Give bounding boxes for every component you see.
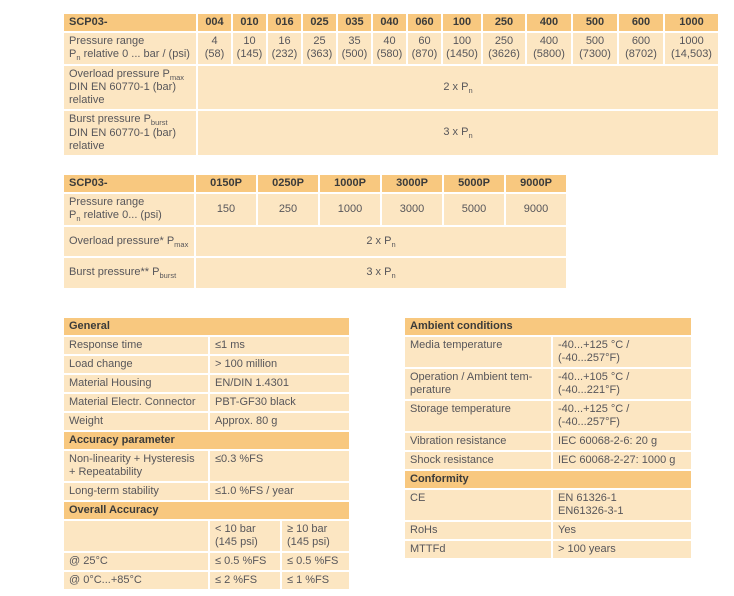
pressure-value-cell: 9000 [506,194,566,225]
column-header-400: 400 [527,14,571,31]
spec-label: Material Electr. Connector [64,394,208,411]
spec-value: -40...+105 °C / (-40...221°F) [553,369,691,399]
spec-row [405,452,691,469]
spec-row [405,337,691,367]
pressure-range-label-line2: $P_n$ relative 0 ... bar / (psi) [69,48,190,63]
column-header-016: 016 [268,14,301,31]
column-header-060: 060 [408,14,441,31]
column-header-1000: 1000 [665,14,718,31]
bar-range-table [62,12,720,157]
spec-row [405,490,691,520]
column-header-1000P: 1000P [320,175,380,192]
pressure-range-row [64,33,718,64]
section-header-overall-accuracy: Overall Accuracy [64,502,349,519]
spec-value: ≤1 ms [210,337,349,354]
pressure-value-cell: 1000 (14,503) [665,33,718,64]
section-header-ambient-conditions: Ambient conditions [405,318,691,335]
spec-label: Shock resistance [405,452,551,469]
spec-row [64,553,349,570]
pressure-value-cell: 5000 [444,194,504,225]
pressure-value-cell: 25 (363) [303,33,336,64]
column-header-0250P: 0250P [258,175,318,192]
spec-label: Material Housing [64,375,208,392]
column-header-600: 600 [619,14,663,31]
spec-label: @ 0°C...+85°C [64,572,208,589]
spec-row [405,369,691,399]
pressure-range-label-line1: Pressure range [69,35,145,47]
spec-value: EN 61326-1 EN61326-3-1 [553,490,691,520]
pressure-value-cell: 40 (580) [373,33,406,64]
spec-row [405,541,691,558]
spec-label: Storage temperature [405,401,551,431]
ambient-conformity-table [403,316,693,560]
psi-range-table [62,173,568,290]
column-header-100: 100 [443,14,481,31]
overload-pressure-label: Overload pressure* $P_{max}$ [64,227,194,257]
pressure-range-label [64,33,196,64]
column-header-035: 035 [338,14,371,31]
column-header-3000P: 3000P [382,175,442,192]
spec-row [64,413,349,430]
section-header-general: General [64,318,349,335]
spec-row [405,433,691,450]
spec-row [405,522,691,539]
spec-value: ≤0.3 %FS [210,451,349,481]
pressure-value-cell: 250 [258,194,318,225]
pressure-value-cell: 60 (870) [408,33,441,64]
overload-pressure-row [64,66,718,110]
burst-pressure-row [64,111,718,155]
spec-row [64,572,349,589]
spec-label: MTTFd [405,541,551,558]
spec-value: Yes [553,522,691,539]
column-header-040: 040 [373,14,406,31]
burst-pressure-row [64,258,566,288]
bar-table-header-row [64,14,718,31]
spec-value: IEC 60068-2-27: 1000 g [553,452,691,469]
spec-value: ≤ 0.5 %FS [210,553,280,570]
section-header-conformity: Conformity [405,471,691,488]
psi-table-title: SCP03- [64,175,194,192]
overload-pressure-label: Overload pressure $P_{max}$ DIN EN 60770-1 (bar) relative [64,66,196,110]
bar-table-title: SCP03- [64,14,196,31]
pressure-value-cell: 10 (145) [233,33,266,64]
overall-accuracy-subheader-row [64,521,349,551]
spec-label: Operation / Ambient tem- perature [405,369,551,399]
column-header-004: 004 [198,14,231,31]
spec-row [64,356,349,373]
pressure-value-cell: 250 (3626) [483,33,525,64]
pressure-value-cell: 4 (58) [198,33,231,64]
column-header-500: 500 [573,14,617,31]
overall-col-header-lt10bar: < 10 bar (145 psi) [210,521,280,551]
empty-cell [64,521,208,551]
pressure-value-cell: 35 (500) [338,33,371,64]
spec-label: Load change [64,356,208,373]
spec-row [64,483,349,500]
column-header-5000P: 5000P [444,175,504,192]
spec-label: Vibration resistance [405,433,551,450]
spec-value: IEC 60068-2-6: 20 g [553,433,691,450]
spec-label: @ 25°C [64,553,208,570]
burst-pressure-value: 3 x $P_n$ [198,111,718,155]
spec-label: Media temperature [405,337,551,367]
spec-value: ≤ 1 %FS [282,572,349,589]
spec-value: ≤1.0 %FS / year [210,483,349,500]
spec-label: Long-term stability [64,483,208,500]
pressure-value-cell: 16 (232) [268,33,301,64]
column-header-025: 025 [303,14,336,31]
spec-value: > 100 million [210,356,349,373]
pressure-range-row [64,194,566,225]
column-header-010: 010 [233,14,266,31]
overall-col-header-ge10bar: ≥ 10 bar (145 psi) [282,521,349,551]
pressure-value-cell: 400 (5800) [527,33,571,64]
spec-label: Weight [64,413,208,430]
section-header-accuracy-parameter: Accuracy parameter [64,432,349,449]
spec-value: PBT-GF30 black [210,394,349,411]
psi-table-header-row [64,175,566,192]
pressure-value-cell: 1000 [320,194,380,225]
overload-pressure-value: 2 x $P_n$ [196,227,566,257]
spec-value: -40...+125 °C / (-40...257°F) [553,337,691,367]
pressure-value-cell: 500 (7300) [573,33,617,64]
column-header-250: 250 [483,14,525,31]
spec-value: > 100 years [553,541,691,558]
spec-value: ≤ 0.5 %FS [282,553,349,570]
spec-label: Non-linearity + Hysteresis + Repeatability [64,451,208,481]
pressure-range-label: Pressure range $P_n$ relative 0... (psi) [64,194,194,225]
spec-value: Approx. 80 g [210,413,349,430]
pressure-value-cell: 100 (1450) [443,33,481,64]
spec-row [405,401,691,431]
burst-pressure-value: 3 x $P_n$ [196,258,566,288]
spec-row [64,337,349,354]
burst-pressure-label: Burst pressure** $P_{burst}$ [64,258,194,288]
column-header-0150P: 0150P [196,175,256,192]
pressure-value-cell: 600 (8702) [619,33,663,64]
burst-pressure-label: Burst pressure $P_{burst}$ DIN EN 60770-1 (bar) relative [64,111,196,155]
spec-value: ≤ 2 %FS [210,572,280,589]
pressure-value-cell: 3000 [382,194,442,225]
general-accuracy-table [62,316,351,591]
overload-pressure-row [64,227,566,257]
pressure-value-cell: 150 [196,194,256,225]
column-header-9000P: 9000P [506,175,566,192]
spec-row [64,375,349,392]
spec-value: -40...+125 °C / (-40...257°F) [553,401,691,431]
spec-row [64,451,349,481]
spec-label: Response time [64,337,208,354]
overload-pressure-value: 2 x $P_n$ [198,66,718,110]
spec-value: EN/DIN 1.4301 [210,375,349,392]
spec-label: RoHs [405,522,551,539]
spec-label: CE [405,490,551,520]
spec-row [64,394,349,411]
